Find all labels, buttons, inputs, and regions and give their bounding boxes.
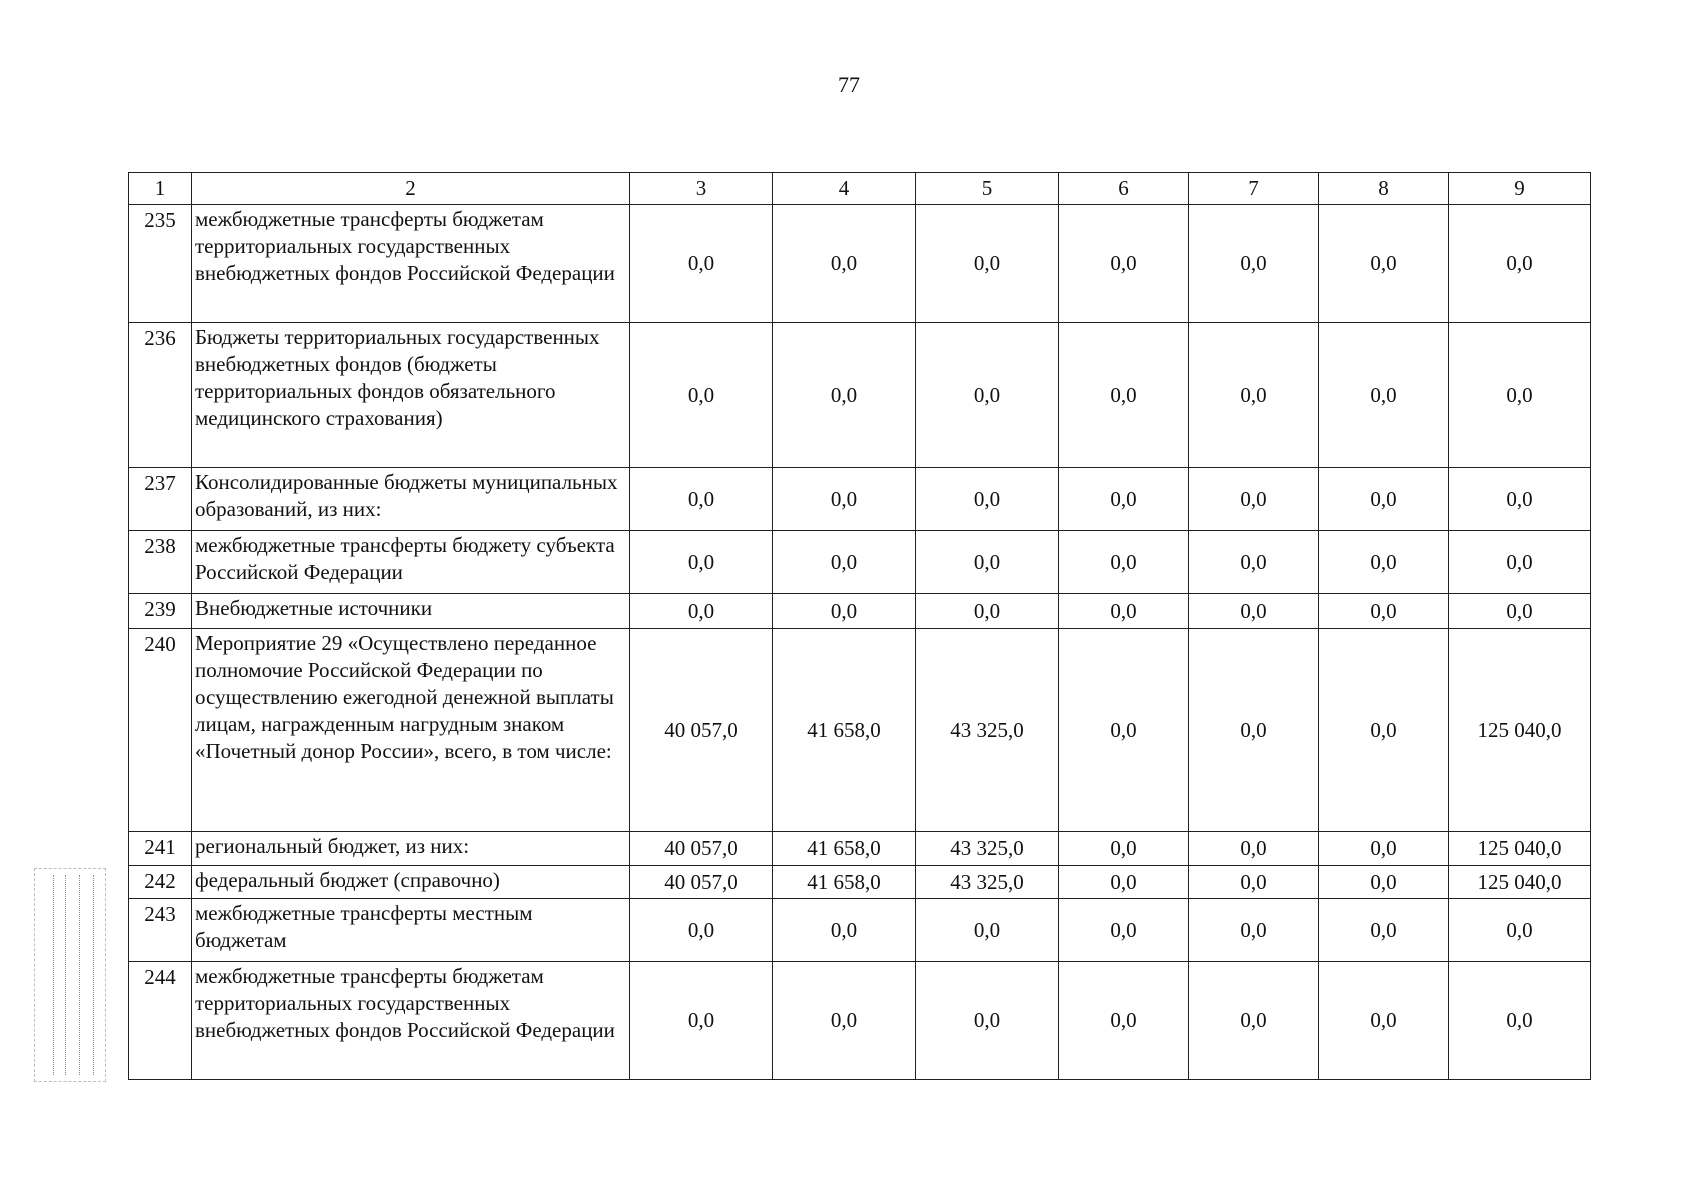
- value-cell: 0,0: [1189, 594, 1319, 629]
- table-row: [129, 962, 1591, 1080]
- value-cell: 0,0: [1449, 899, 1591, 962]
- value-cell: 0,0: [1319, 899, 1449, 962]
- value-cell: 41 658,0: [773, 629, 916, 832]
- row-description: Бюджеты территориальных государственных внебюджетных фондов (бюджеты территориальных фондов обязательного медицинского страхования): [192, 323, 630, 468]
- table-row: [129, 205, 1591, 323]
- value-cell: 0,0: [1189, 866, 1319, 899]
- value-cell: 0,0: [630, 468, 773, 531]
- value-cell: 0,0: [773, 594, 916, 629]
- value-cell: 0,0: [1189, 629, 1319, 832]
- value-cell: 0,0: [1189, 468, 1319, 531]
- value-cell: 43 325,0: [916, 866, 1059, 899]
- value-cell: 0,0: [1449, 962, 1591, 1080]
- value-cell: 0,0: [630, 594, 773, 629]
- value-cell: 0,0: [916, 594, 1059, 629]
- row-description: межбюджетные трансферты бюджету субъекта Российской Федерации: [192, 531, 630, 594]
- column-header: 8: [1319, 173, 1449, 205]
- row-description: Внебюджетные источники: [192, 594, 630, 629]
- column-header: 9: [1449, 173, 1591, 205]
- value-cell: 40 057,0: [630, 866, 773, 899]
- row-description: федеральный бюджет (справочно): [192, 866, 630, 899]
- row-number: 241: [129, 832, 192, 866]
- value-cell: 0,0: [1319, 205, 1449, 323]
- table-row: [129, 531, 1591, 594]
- value-cell: 0,0: [1059, 962, 1189, 1080]
- value-cell: 125 040,0: [1449, 866, 1591, 899]
- column-header: 7: [1189, 173, 1319, 205]
- value-cell: 0,0: [1319, 531, 1449, 594]
- value-cell: 43 325,0: [916, 832, 1059, 866]
- value-cell: 0,0: [916, 899, 1059, 962]
- table-row: [129, 832, 1591, 866]
- row-description: Мероприятие 29 «Осуществлено переданное полномочие Российской Федерации по осуществлению ежегодной денежной выплаты лицам, награжденным нагрудным знаком «Почетный донор России», всего, в том числе:: [192, 629, 630, 832]
- table-row: [129, 323, 1591, 468]
- value-cell: 0,0: [1189, 899, 1319, 962]
- row-description: межбюджетные трансферты местным бюджетам: [192, 899, 630, 962]
- value-cell: 0,0: [1449, 323, 1591, 468]
- value-cell: 0,0: [1059, 832, 1189, 866]
- column-header: 1: [129, 173, 192, 205]
- value-cell: 0,0: [1319, 594, 1449, 629]
- value-cell: 0,0: [1319, 468, 1449, 531]
- value-cell: 0,0: [773, 468, 916, 531]
- table-row: [129, 866, 1591, 899]
- value-cell: 0,0: [773, 962, 916, 1080]
- value-cell: 0,0: [1319, 323, 1449, 468]
- row-number: 240: [129, 629, 192, 832]
- value-cell: 0,0: [630, 899, 773, 962]
- value-cell: 40 057,0: [630, 629, 773, 832]
- table-row: [129, 629, 1591, 832]
- row-description: межбюджетные трансферты бюджетам территориальных государственных внебюджетных фондов Российской Федерации: [192, 205, 630, 323]
- column-header: 6: [1059, 173, 1189, 205]
- value-cell: 0,0: [1059, 866, 1189, 899]
- value-cell: 0,0: [916, 962, 1059, 1080]
- value-cell: 0,0: [773, 899, 916, 962]
- value-cell: 125 040,0: [1449, 832, 1591, 866]
- value-cell: 0,0: [1189, 832, 1319, 866]
- value-cell: 41 658,0: [773, 832, 916, 866]
- value-cell: 125 040,0: [1449, 629, 1591, 832]
- value-cell: 41 658,0: [773, 866, 916, 899]
- value-cell: 0,0: [1319, 866, 1449, 899]
- value-cell: 0,0: [916, 205, 1059, 323]
- value-cell: 0,0: [773, 531, 916, 594]
- table-row: [129, 468, 1591, 531]
- value-cell: 0,0: [1319, 832, 1449, 866]
- value-cell: 0,0: [1189, 205, 1319, 323]
- row-description: Консолидированные бюджеты муниципальных образований, из них:: [192, 468, 630, 531]
- row-number: 244: [129, 962, 192, 1080]
- row-number: 242: [129, 866, 192, 899]
- row-number: 243: [129, 899, 192, 962]
- value-cell: 0,0: [630, 531, 773, 594]
- side-stamp: [34, 868, 106, 1082]
- header-row: [129, 173, 1591, 205]
- value-cell: 0,0: [630, 323, 773, 468]
- value-cell: 0,0: [1189, 962, 1319, 1080]
- row-description: межбюджетные трансферты бюджетам территориальных государственных внебюджетных фондов Российской Федерации: [192, 962, 630, 1080]
- value-cell: 0,0: [916, 323, 1059, 468]
- value-cell: 0,0: [916, 468, 1059, 531]
- value-cell: 0,0: [773, 323, 916, 468]
- budget-table: [128, 172, 1591, 1080]
- page-number: 77: [838, 72, 860, 97]
- value-cell: 0,0: [1189, 531, 1319, 594]
- column-header: 2: [192, 173, 630, 205]
- table-row: [129, 594, 1591, 629]
- value-cell: 0,0: [630, 205, 773, 323]
- value-cell: 0,0: [1059, 899, 1189, 962]
- column-header: 4: [773, 173, 916, 205]
- value-cell: 0,0: [1449, 594, 1591, 629]
- value-cell: 0,0: [1059, 531, 1189, 594]
- column-header: 5: [916, 173, 1059, 205]
- value-cell: 0,0: [1449, 531, 1591, 594]
- value-cell: 0,0: [630, 962, 773, 1080]
- value-cell: 43 325,0: [916, 629, 1059, 832]
- row-number: 235: [129, 205, 192, 323]
- value-cell: 0,0: [1449, 205, 1591, 323]
- value-cell: 0,0: [1059, 323, 1189, 468]
- row-number: 239: [129, 594, 192, 629]
- table-row: [129, 899, 1591, 962]
- row-description: региональный бюджет, из них:: [192, 832, 630, 866]
- row-number: 237: [129, 468, 192, 531]
- row-number: 236: [129, 323, 192, 468]
- value-cell: 40 057,0: [630, 832, 773, 866]
- row-number: 238: [129, 531, 192, 594]
- value-cell: 0,0: [1059, 205, 1189, 323]
- value-cell: 0,0: [1189, 323, 1319, 468]
- value-cell: 0,0: [1319, 629, 1449, 832]
- value-cell: 0,0: [1319, 962, 1449, 1080]
- column-header: 3: [630, 173, 773, 205]
- value-cell: 0,0: [1449, 468, 1591, 531]
- value-cell: 0,0: [1059, 468, 1189, 531]
- value-cell: 0,0: [773, 205, 916, 323]
- value-cell: 0,0: [1059, 594, 1189, 629]
- value-cell: 0,0: [916, 531, 1059, 594]
- value-cell: 0,0: [1059, 629, 1189, 832]
